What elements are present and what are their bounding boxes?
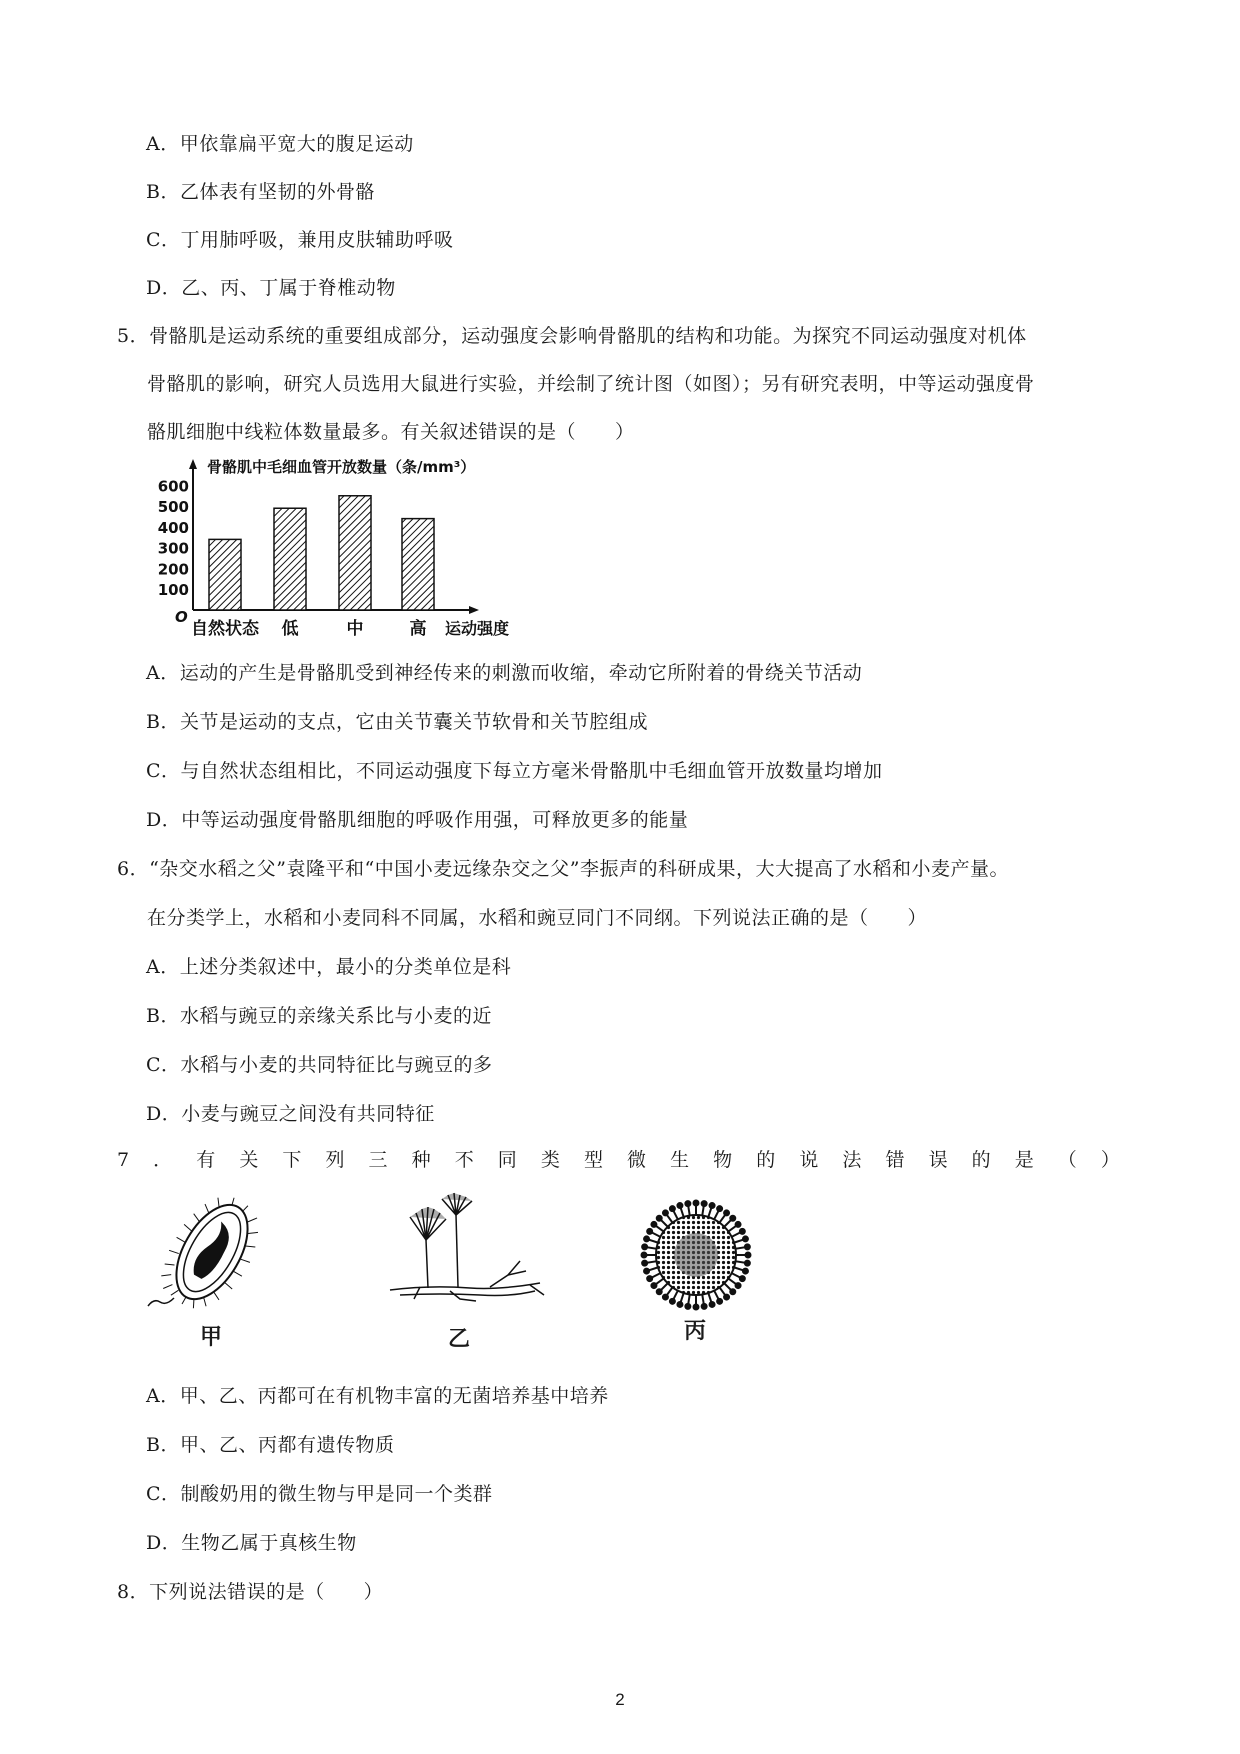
- virus-spike-tip: [657, 1216, 662, 1221]
- q7-char: ．: [153, 1149, 173, 1171]
- bacterium-figure: [152, 1190, 272, 1320]
- bar: [339, 496, 371, 610]
- virus-spike-tip: [670, 1299, 675, 1304]
- q7-char: 下: [282, 1149, 302, 1171]
- q7-char: 型: [583, 1149, 603, 1171]
- virus-spike-tip: [657, 1289, 662, 1294]
- q4-option-a: A．甲依靠扁平宽大的腹足运动: [146, 133, 414, 155]
- y-tick-label: 200: [157, 560, 189, 579]
- figure-label-jia: 甲: [200, 1325, 223, 1350]
- virus-spike-tip: [740, 1276, 745, 1281]
- virus-spike-tip: [736, 1222, 741, 1227]
- virus-spike-tip: [740, 1229, 745, 1234]
- q7-char: 三: [368, 1149, 388, 1171]
- virus-figure: [636, 1195, 756, 1315]
- q7-char: 生: [670, 1149, 690, 1171]
- virus-spike-tip: [670, 1206, 675, 1211]
- virus-spike-tip: [694, 1201, 699, 1206]
- q7-char: 误: [928, 1149, 948, 1171]
- y-tick-label: 100: [157, 581, 189, 600]
- virus-spike-tip: [694, 1305, 699, 1310]
- q6-stem-line-2: 在分类学上，水稻和小麦同科不同属，水稻和豌豆同门不同纲。下列说法正确的是（ ）: [147, 907, 928, 929]
- virus-spike-tip: [663, 1210, 668, 1215]
- virus-spike-tip: [685, 1201, 690, 1206]
- q7-char: ）: [1100, 1149, 1120, 1171]
- virus-spike-tip: [644, 1269, 649, 1274]
- y-tick-label: 500: [157, 498, 189, 517]
- q4-option-c: C．丁用肺呼吸，兼用皮肤辅助呼吸: [146, 229, 454, 251]
- virus-spike-tip: [647, 1229, 652, 1234]
- q7-char: 列: [325, 1149, 345, 1171]
- virus-spike-tip: [677, 1203, 682, 1208]
- q6-option-c: C．水稻与小麦的共同特征比与豌豆的多: [146, 1054, 493, 1076]
- q5-stem-line-2: 骨骼肌的影响，研究人员选用大鼠进行实验，并绘制了统计图（如图）；另有研究表明，中等运动强度骨: [147, 373, 1035, 395]
- q6-option-a: A．上述分类叙述中，最小的分类单位是科: [146, 956, 512, 978]
- virus-spike-tip: [702, 1201, 707, 1206]
- q7-char: 关: [239, 1149, 259, 1171]
- y-axis-arrow: [189, 459, 197, 469]
- virus-spike-tip: [710, 1302, 715, 1307]
- q7-option-b: B．甲、乙、丙都有遗传物质: [146, 1434, 395, 1456]
- x-axis-arrow: [469, 606, 479, 614]
- x-tick-label: 高: [409, 619, 427, 639]
- q7-char: 是: [1014, 1149, 1034, 1171]
- virus-spike-tip: [642, 1253, 647, 1258]
- x-tick-label: 中: [346, 619, 364, 639]
- q7-char: 同: [497, 1149, 517, 1171]
- virus-spike-tip: [724, 1210, 729, 1215]
- virus-spike-tip: [745, 1244, 750, 1249]
- virus-spike-tip: [651, 1283, 656, 1288]
- virus-spike-tip: [745, 1261, 750, 1266]
- virus-spike-tip: [717, 1206, 722, 1211]
- y-tick-label: 400: [157, 518, 189, 537]
- q7-option-a: A．甲、乙、丙都可在有机物丰富的无菌培养基中培养: [146, 1385, 609, 1407]
- q6-stem-line-1: 6．“杂交水稻之父”袁隆平和“中国小麦远缘杂交之父”李振声的科研成果，大大提高了水稻和小麦产量。: [117, 858, 1009, 880]
- virus-spike-tip: [685, 1304, 690, 1309]
- q5-stem-line-3: 骼肌细胞中线粒体数量最多。有关叙述错误的是（ ）: [147, 421, 635, 443]
- virus-spike-tip: [677, 1302, 682, 1307]
- figure-label-yi: 乙: [448, 1327, 471, 1352]
- virus-spike-tip: [710, 1203, 715, 1208]
- q7-char: 说: [799, 1149, 819, 1171]
- q7-char: 不: [454, 1149, 474, 1171]
- q7-char: （: [1057, 1149, 1077, 1171]
- virus-spike-tip: [647, 1276, 652, 1281]
- page-number: 2: [615, 1690, 625, 1709]
- virus-spike-tip: [746, 1253, 751, 1258]
- virus-spike-tip: [730, 1289, 735, 1294]
- virus-spike-tip: [724, 1295, 729, 1300]
- virus-spike-tip: [736, 1283, 741, 1288]
- q7-char: 错: [885, 1149, 905, 1171]
- figure-label-bing: 丙: [684, 1319, 707, 1344]
- bar: [209, 539, 241, 610]
- mold-figure: [390, 1195, 550, 1315]
- origin-label: O: [175, 608, 188, 626]
- q7-char: 7: [117, 1149, 130, 1171]
- q5-stem-line-1: 5．骨骼肌是运动系统的重要组成部分，运动强度会影响骨骼肌的结构和功能。为探究不同运动强度对机体: [117, 325, 1027, 347]
- x-tick-label: 低: [281, 619, 299, 639]
- q7-char: 类: [540, 1149, 560, 1171]
- q7-option-d: D．生物乙属于真核生物: [146, 1532, 357, 1554]
- q7-stem: [117, 1148, 1120, 1172]
- q5-option-d: D．中等运动强度骨骼肌细胞的呼吸作用强，可释放更多的能量: [146, 809, 689, 831]
- q8-stem: 8．下列说法错误的是（ ）: [117, 1581, 384, 1603]
- virus-spike-tip: [642, 1244, 647, 1249]
- chart-title: 骨骼肌中毛细血管开放数量（条/mm³）: [207, 458, 476, 476]
- bar: [402, 519, 434, 610]
- q6-option-d: D．小麦与豌豆之间没有共同特征: [146, 1103, 435, 1125]
- virus-spike-tip: [730, 1216, 735, 1221]
- virus-spike-tip: [644, 1236, 649, 1241]
- q5-option-a: A．运动的产生是骨骼肌受到神经传来的刺激而收缩，牵动它所附着的骨绕关节活动: [146, 662, 863, 684]
- q7-char: 微: [627, 1149, 647, 1171]
- x-axis-label: 运动强度: [444, 619, 510, 638]
- q7-char: 法: [842, 1149, 862, 1171]
- q7-char: 的: [971, 1149, 991, 1171]
- q7-option-c: C．制酸奶用的微生物与甲是同一个类群: [146, 1483, 493, 1505]
- q7-char: 有: [196, 1149, 216, 1171]
- virus-spike-tip: [651, 1222, 656, 1227]
- q4-option-b: B．乙体表有坚韧的外骨骼: [146, 181, 375, 203]
- y-tick-label: 600: [157, 477, 189, 496]
- q4-option-d: D．乙、丙、丁属于脊椎动物: [146, 277, 396, 299]
- x-tick-label: 自然状态: [191, 619, 259, 639]
- q5-option-c: C．与自然状态组相比，不同运动强度下每立方毫米骨骼肌中毛细血管开放数量均增加: [146, 760, 883, 782]
- capillary-bar-chart: [157, 455, 565, 655]
- y-tick-label: 300: [157, 539, 189, 558]
- q7-char: 物: [713, 1149, 733, 1171]
- virus-spike-tip: [717, 1299, 722, 1304]
- virus-spike-tip: [702, 1304, 707, 1309]
- q7-char: 的: [756, 1149, 776, 1171]
- q5-option-b: B．关节是运动的支点，它由关节囊关节软骨和关节腔组成: [146, 711, 648, 733]
- q7-char: 种: [411, 1149, 431, 1171]
- virus-spike-tip: [743, 1269, 748, 1274]
- virus-spike-tip: [743, 1236, 748, 1241]
- virus-spike-tip: [663, 1295, 668, 1300]
- q6-option-b: B．水稻与豌豆的亲缘关系比与小麦的近: [146, 1005, 492, 1027]
- bar: [274, 508, 306, 610]
- virus-spike-tip: [642, 1261, 647, 1266]
